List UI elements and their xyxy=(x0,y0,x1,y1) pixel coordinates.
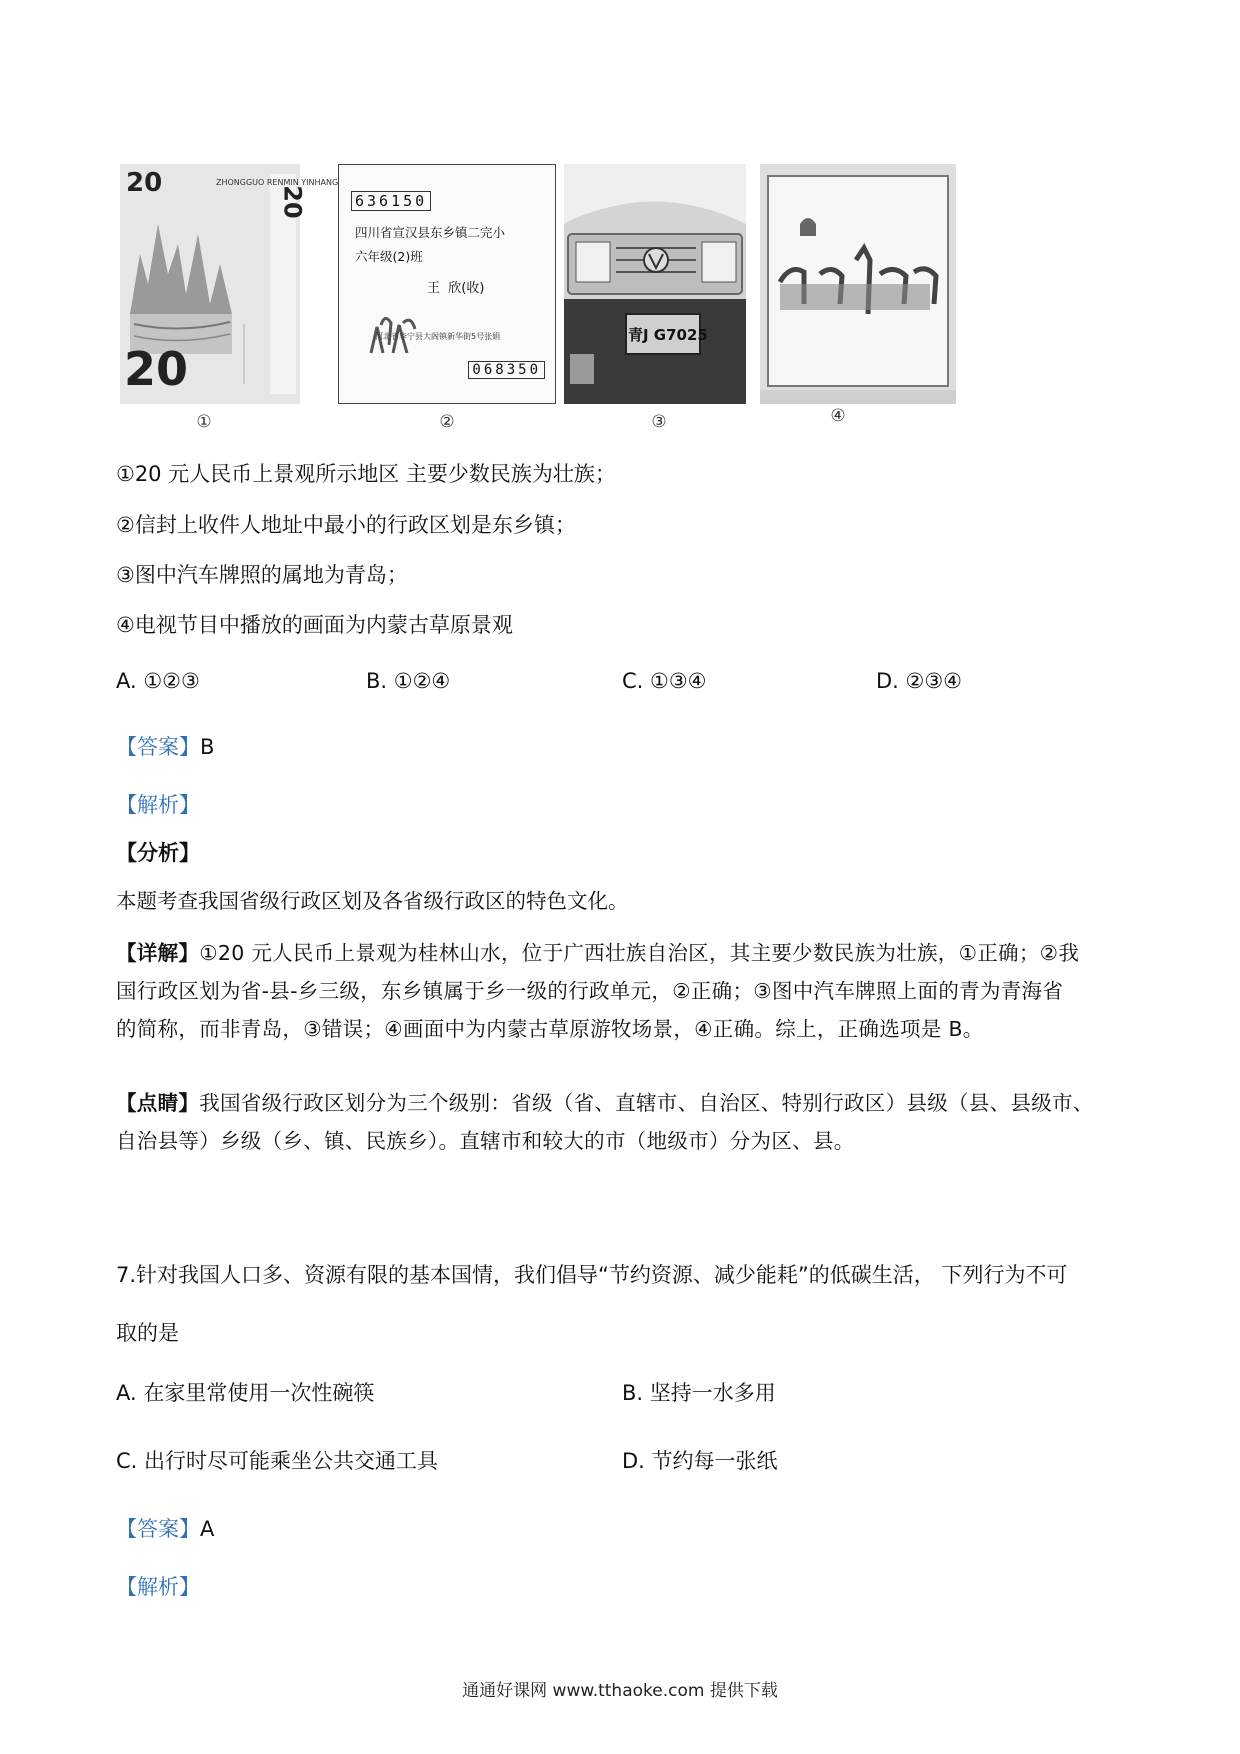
banknote-header: ZHONGGUO RENMIN YINHANG xyxy=(216,178,339,187)
q6-answer-value: B xyxy=(200,735,215,759)
q6-answer-label: 【答案】 xyxy=(116,735,200,759)
q7-analysis-label: 【解析】 xyxy=(116,1575,200,1599)
envelope-address-2: 六年级(2)班 xyxy=(355,249,423,264)
figure-banknote xyxy=(120,164,339,432)
statement-2: ②信封上收件人地址中最小的行政区划是东乡镇； xyxy=(116,513,576,537)
figure-label-1: ① xyxy=(196,412,212,432)
q7-option-b: B. 坚持一水多用 xyxy=(622,1381,776,1405)
q6-fenxi-label: 【分析】 xyxy=(116,841,200,865)
q6-detail-row: ①20 元人民币上景观为桂林山水，位于广西壮族自治区，其主要少数民族为壮族，①正确；②我 xyxy=(199,941,1080,965)
q7-option-d: D. 节约每一张纸 xyxy=(622,1449,778,1473)
q6-option-a: A. ①②③ xyxy=(116,669,200,693)
q6-point-row: 我国省级行政区划分为三个级别：省级（省、直辖市、自治区、特别行政区）县级（县、县级市、 xyxy=(199,1091,1094,1115)
page-footer: 通通好课网 www.tthaoke.com 提供下载 xyxy=(462,1681,778,1701)
tv-screen-image xyxy=(760,164,956,404)
q6-point-row: 自治县等）乡级（乡、镇、民族乡）。直辖市和较大的市（地级市）分为区、县。 xyxy=(116,1129,855,1153)
banknote-value-bottom: 20 xyxy=(124,342,189,396)
figure-car xyxy=(564,164,746,432)
statement-1: ①20 元人民币上景观所示地区 主要少数民族为壮族； xyxy=(116,462,616,486)
statement-3: ③图中汽车牌照的属地为青岛； xyxy=(116,563,408,587)
figure-label-2: ② xyxy=(439,412,455,432)
car-image xyxy=(564,164,746,404)
q7-option-a: A. 在家里常使用一次性碗筷 xyxy=(116,1381,375,1405)
banknote-value-side: 20 xyxy=(278,185,307,219)
q6-answer xyxy=(116,732,214,762)
q7-stem-line-1: 7.针对我国人口多、资源有限的基本国情，我们倡导“节约资源、减少能耗”的低碳生活， 下列行为不可 xyxy=(116,1263,1068,1287)
envelope-postcode-bottom: 068350 xyxy=(468,361,545,379)
q6-analysis-label: 【解析】 xyxy=(116,793,200,817)
q6-option-c: C. ①③④ xyxy=(622,669,707,693)
q6-point-label: 【点睛】 xyxy=(116,1091,200,1115)
figure-tv xyxy=(760,164,956,426)
q7-option-c: C. 出行时尽可能乘坐公共交通工具 xyxy=(116,1449,439,1473)
q7-stem-line-2: 取的是 xyxy=(116,1321,179,1345)
q6-point xyxy=(116,1084,1136,1160)
q6-detail-label: 【详解】 xyxy=(116,941,200,965)
figure-label-4: ④ xyxy=(830,406,846,426)
envelope-postcode-top: 636150 xyxy=(351,191,431,211)
envelope-address-1: 四川省宣汉县东乡镇二完小 xyxy=(355,225,506,240)
q6-fenxi-text: 本题考查我国省级行政区划及各省级行政区的特色文化。 xyxy=(116,889,629,913)
q6-detail-row: 国行政区划为省-县-乡三级，东乡镇属于乡一级的行政单元，②正确；③图中汽车牌照上面的青为青海省 xyxy=(116,979,1064,1003)
figure-label-3: ③ xyxy=(651,412,667,432)
q7-answer xyxy=(116,1514,214,1544)
q6-option-b: B. ①②④ xyxy=(366,669,451,693)
q6-detail xyxy=(116,934,1136,1048)
statement-4: ④电视节目中播放的画面为内蒙古草原景观 xyxy=(116,613,513,637)
figure-strip xyxy=(120,164,980,432)
q7-answer-value: A xyxy=(200,1517,215,1541)
envelope-sender: 河北省李宁县大阁镇新华街5号张娟 xyxy=(375,332,501,341)
envelope-recipient: 王 欣(收) xyxy=(427,281,485,296)
q6-detail-row: 的简称，而非青岛，③错误；④画面中为内蒙古草原游牧场景，④正确。综上，正确选项是 B。 xyxy=(116,1017,984,1041)
q6-option-d: D. ②③④ xyxy=(876,669,962,693)
license-plate: 青J G7025 xyxy=(628,326,708,344)
q7-answer-label: 【答案】 xyxy=(116,1517,200,1541)
figure-envelope xyxy=(338,164,556,432)
banknote-value-top: 20 xyxy=(126,168,163,198)
envelope-stamp-image xyxy=(363,305,423,355)
